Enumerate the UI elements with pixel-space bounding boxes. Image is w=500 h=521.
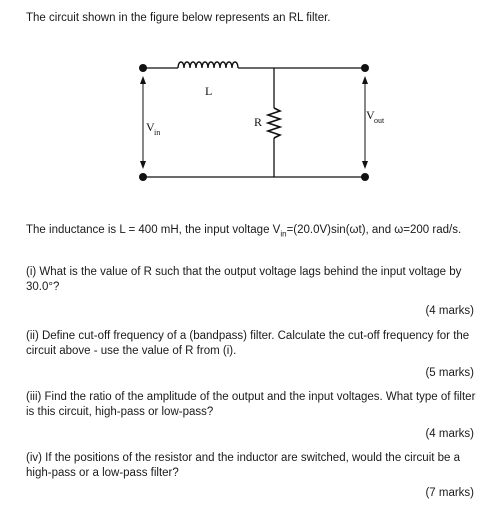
given-part1: The inductance is L = 400 mH, the input voltage V: [26, 224, 281, 236]
label-resistor: R: [254, 115, 263, 129]
label-vin-sub: in: [154, 128, 161, 137]
given-part2: =(20.0V)sin(ωt), and ω=200 rad/s.: [286, 224, 462, 236]
question-2-marks: (5 marks): [425, 367, 474, 379]
rl-circuit-diagram: [0, 0, 500, 200]
terminal-top-left: [139, 64, 147, 72]
label-vout-sub: out: [374, 116, 385, 125]
question-3-marks: (4 marks): [425, 428, 474, 440]
vout-arrow-head-up: [362, 76, 368, 84]
inductor-coil: [178, 62, 238, 68]
vin-arrow-head-up: [140, 76, 146, 84]
terminal-top-right: [361, 64, 369, 72]
vin-arrow-head-down: [140, 161, 146, 169]
given-sub: in: [280, 229, 287, 239]
label-vin-main: V: [146, 120, 155, 134]
question-1-marks: (4 marks): [425, 305, 474, 317]
question-2: (ii) Define cut-off frequency of a (bandpass) filter. Calculate the cut-off frequency for the circuit above - use the value of R from (i).: [26, 330, 470, 357]
given-values: [26, 223, 486, 242]
label-inductor: L: [205, 84, 213, 98]
question-4: (iv) If the positions of the resistor and the inductor are switched, would the circuit be a high-pass or a low-pass filter?: [26, 452, 461, 479]
intro-text: The circuit shown in the figure below represents an RL filter.: [26, 12, 331, 24]
vout-arrow-head-down: [362, 161, 368, 169]
terminal-bottom-left: [139, 173, 147, 181]
terminal-bottom-right: [361, 173, 369, 181]
question-1: (i) What is the value of R such that the output voltage lags behind the input voltage by 30.0°?: [26, 266, 462, 293]
resistor-zigzag: [268, 108, 280, 138]
question-4-marks: (7 marks): [425, 487, 474, 499]
question-3: (iii) Find the ratio of the amplitude of the output and the input voltages. What type of filter is this circuit, high-pass or low-pass?: [26, 391, 476, 418]
label-vout-main: V: [366, 108, 375, 122]
